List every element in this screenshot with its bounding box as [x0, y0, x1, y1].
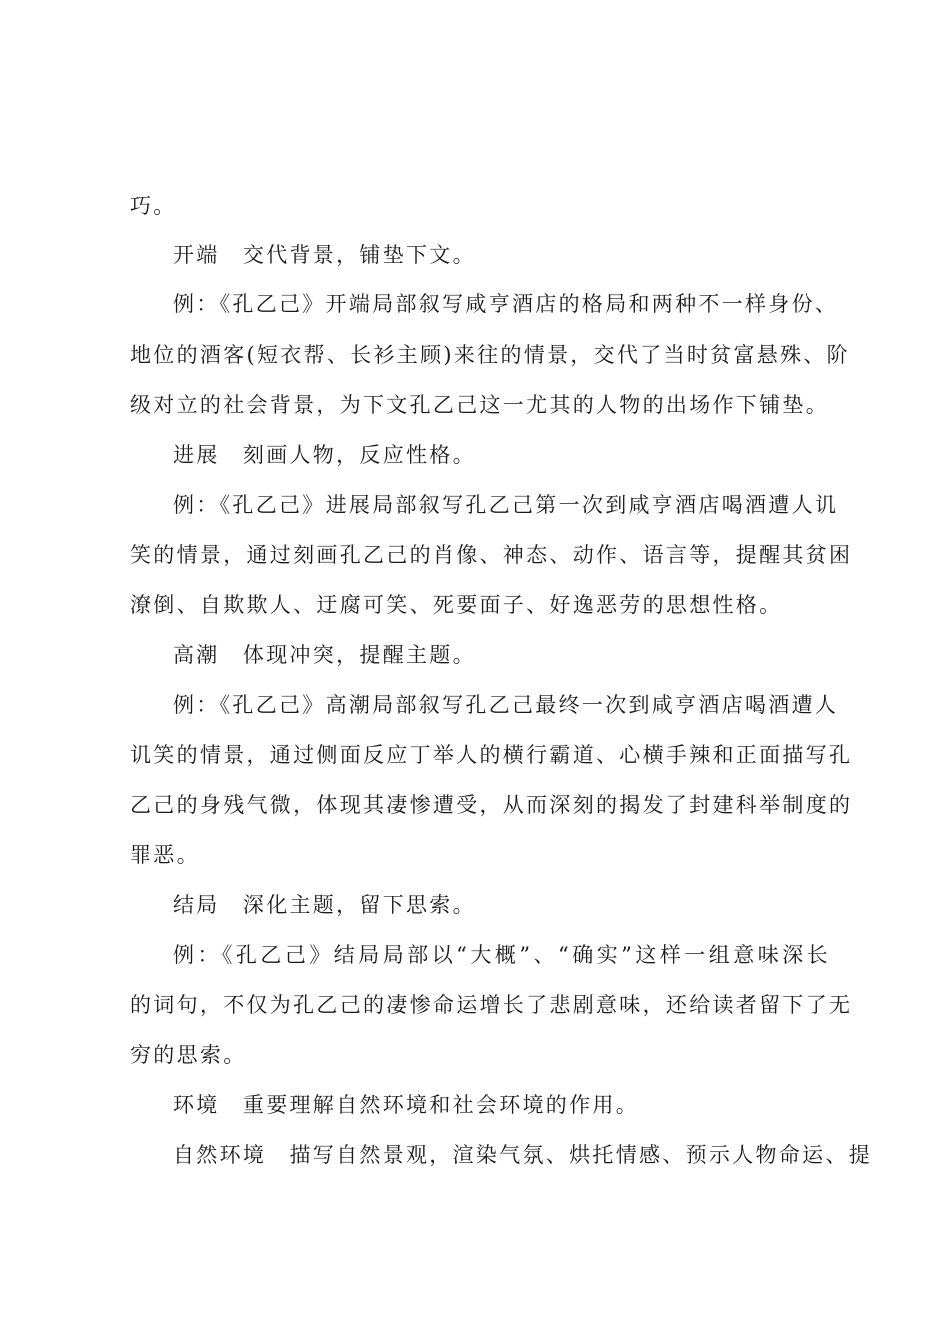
text-line: 巧。: [130, 194, 177, 218]
text-line: 进展 刻画人物，反应性格。: [173, 443, 476, 467]
text-line: 例：《孔乙己》结局局部以“大概”、“确实”这样一组意味深长: [173, 943, 830, 967]
text-line: 潦倒、自欺欺人、迂腐可笑、死要面子、好逸恶劳的思想性格。: [130, 593, 783, 617]
text-line: 的词句，不仅为孔乙己的凄惨命运增长了悲剧意味，还给读者留下了无: [130, 993, 853, 1017]
text-line: 高潮 体现冲突，提醒主题。: [173, 643, 476, 667]
text-line: 乙己的身残气微，体现其凄惨遭受，从而深刻的揭发了封建科举制度的: [130, 793, 853, 817]
text-line: 环境 重要理解自然环境和社会环境的作用。: [173, 1093, 639, 1117]
text-line: 级对立的社会背景，为下文孔乙己这一尤其的人物的出场作下铺垫。: [130, 393, 829, 417]
text-line: 例：《孔乙己》开端局部叙写咸亨酒店的格局和两种不一样身份、: [173, 292, 839, 316]
text-line: 讥笑的情景，通过侧面反应丁举人的横行霸道、心横手辣和正面描写孔: [130, 743, 853, 767]
text-line: 例：《孔乙己》高潮局部叙写孔乙己最终一次到咸亨酒店喝酒遭人: [173, 693, 839, 717]
text-line: 笑的情景，通过刻画孔乙己的肖像、神态、动作、语言等，提醒其贫困: [130, 543, 853, 567]
text-line: 开端 交代背景，铺垫下文。: [173, 243, 476, 267]
text-line: 结局 深化主题，留下思索。: [173, 893, 476, 917]
text-line: 穷的思索。: [130, 1043, 247, 1067]
text-line: 罪恶。: [130, 843, 200, 867]
text-line: 例：《孔乙己》进展局部叙写孔乙己第一次到咸亨酒店喝酒遭人讥: [173, 493, 839, 517]
text-line: 自然环境 描写自然景观，渲染气氛、烘托情感、预示人物命运、提: [173, 1143, 872, 1167]
text-line: 地位的酒客(短衣帮、长衫主顾)来往的情景，交代了当时贫富悬殊、阶: [130, 343, 850, 367]
